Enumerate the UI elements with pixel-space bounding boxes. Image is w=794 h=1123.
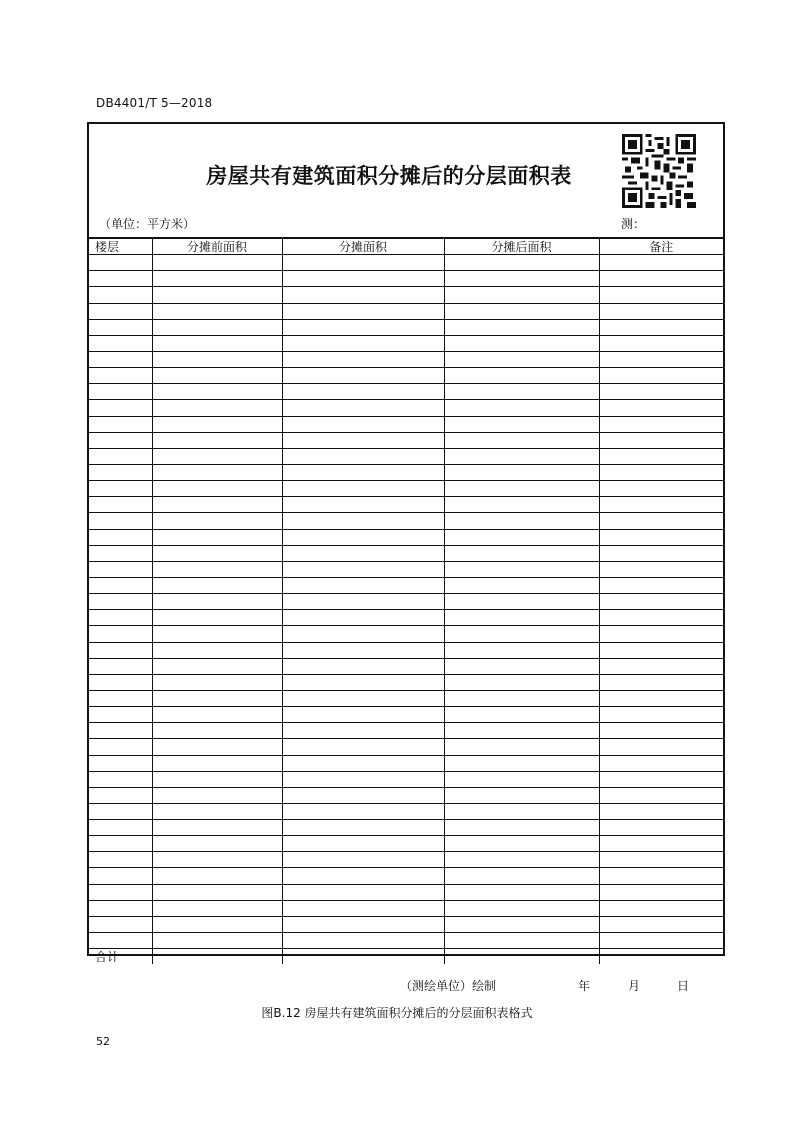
table-cell [599,868,723,884]
table-cell [152,739,282,755]
table-cell [599,610,723,626]
table-cell [152,255,282,271]
table-cell [282,771,444,787]
table-cell [89,707,152,723]
table-cell [89,513,152,529]
table-cell [599,497,723,513]
table-cell [599,303,723,319]
table-cell [599,658,723,674]
table-cell [444,561,599,577]
table-cell [282,900,444,916]
table-cell [599,771,723,787]
table-cell [89,626,152,642]
table-cell [444,577,599,593]
table-cell [282,723,444,739]
table-cell [89,884,152,900]
table-cell [599,416,723,432]
table-cell [599,852,723,868]
table-cell [89,674,152,690]
table-cell [444,642,599,658]
table-cell [282,545,444,561]
table-cell [444,497,599,513]
table-cell [282,610,444,626]
table-cell [282,287,444,303]
table-row [89,916,723,932]
table-cell [282,884,444,900]
table-row [89,351,723,367]
table-cell [152,400,282,416]
table-cell [282,464,444,480]
table-cell [282,577,444,593]
table-cell [152,642,282,658]
table-cell [599,755,723,771]
table-cell [89,658,152,674]
table-row [89,707,723,723]
table-row [89,577,723,593]
table-cell [89,335,152,351]
table-cell [152,481,282,497]
table-row [89,335,723,351]
table-cell [599,674,723,690]
table-cell [152,561,282,577]
table-cell [444,852,599,868]
table-cell [444,594,599,610]
table-cell [444,803,599,819]
table-cell [599,820,723,836]
table-cell [152,933,282,949]
table-cell [152,384,282,400]
table-cell [444,287,599,303]
table-row [89,771,723,787]
table-cell [444,626,599,642]
table-row [89,836,723,852]
table-cell [152,368,282,384]
total-row [89,949,723,965]
page-number: 52 [96,1035,110,1048]
table-cell [444,384,599,400]
table-cell [152,803,282,819]
table-cell [444,432,599,448]
table-cell [282,497,444,513]
table-cell [282,513,444,529]
table-row [89,529,723,545]
table-cell [444,400,599,416]
table-cell [89,755,152,771]
table-cell [152,464,282,480]
table-cell [444,255,599,271]
table-row [89,464,723,480]
table-cell [444,674,599,690]
table-cell [444,836,599,852]
table-cell [599,803,723,819]
table-cell [152,287,282,303]
table-cell [89,529,152,545]
table-row [89,561,723,577]
table-cell [599,481,723,497]
table-cell [444,658,599,674]
table-cell [152,416,282,432]
table-cell [89,368,152,384]
table-cell [599,594,723,610]
year-label: 年 [578,979,591,993]
table-cell [282,803,444,819]
table-cell [89,868,152,884]
table-cell [89,836,152,852]
table-row [89,690,723,706]
table-row [89,852,723,868]
table-row [89,319,723,335]
table-cell [282,432,444,448]
table-row [89,287,723,303]
table-cell [89,594,152,610]
table-cell [444,351,599,367]
table-cell [152,771,282,787]
table-cell [152,545,282,561]
table-row [89,820,723,836]
table-cell [282,561,444,577]
table-cell [152,868,282,884]
table-cell [599,384,723,400]
table-cell [152,787,282,803]
table-cell [89,255,152,271]
table-cell [152,335,282,351]
table-row [89,674,723,690]
table-cell [444,464,599,480]
table-header-row [89,238,723,255]
table-row [89,723,723,739]
table-cell [282,368,444,384]
column-header: 楼层 [89,238,152,255]
table-row [89,884,723,900]
table-row [89,933,723,949]
table-cell [152,852,282,868]
table-row [89,368,723,384]
table-cell [152,577,282,593]
table-cell [599,351,723,367]
table-cell [89,916,152,932]
table-cell [282,836,444,852]
table-cell [152,723,282,739]
table-cell [282,658,444,674]
table-cell [444,610,599,626]
table-row [89,610,723,626]
table-cell [282,448,444,464]
table-cell [89,545,152,561]
table-row [89,384,723,400]
table-cell [444,303,599,319]
table-cell [282,755,444,771]
table-cell [444,319,599,335]
day-label: 日 [677,979,690,993]
table-cell [444,787,599,803]
area-table [89,237,723,964]
table-cell [444,513,599,529]
table-cell [282,255,444,271]
table-cell [89,610,152,626]
table-cell [89,852,152,868]
table-cell [89,319,152,335]
table-row [89,271,723,287]
table-cell [282,916,444,932]
standard-code: DB4401/T 5—2018 [96,96,213,110]
table-cell [282,626,444,642]
table-cell [89,787,152,803]
table-cell [89,497,152,513]
table-cell [599,545,723,561]
table-cell [599,335,723,351]
table-cell [89,303,152,319]
column-header: 分摊前面积 [152,238,282,255]
table-cell [444,916,599,932]
table-cell [282,303,444,319]
table-cell [599,464,723,480]
table-cell [282,384,444,400]
table-cell [599,368,723,384]
table-row [89,255,723,271]
table-cell [444,448,599,464]
table-cell [282,400,444,416]
table-cell [444,755,599,771]
table-cell [599,626,723,642]
table-cell [599,271,723,287]
table-cell [599,561,723,577]
table-cell [89,803,152,819]
table-cell [599,723,723,739]
table-row [89,803,723,819]
column-header: 分摊后面积 [444,238,599,255]
table-cell [282,335,444,351]
table-cell [152,900,282,916]
table-row [89,787,723,803]
table-cell [89,384,152,400]
table-cell [444,900,599,916]
table-cell [599,949,723,965]
table-row [89,658,723,674]
table-cell [152,303,282,319]
table-cell [444,933,599,949]
table-row [89,481,723,497]
table-cell [89,642,152,658]
table-cell [444,949,599,965]
table-cell [444,723,599,739]
table-row [89,755,723,771]
table-cell [282,949,444,965]
table-row [89,900,723,916]
table-cell [152,707,282,723]
table-row [89,642,723,658]
table-cell [599,432,723,448]
table-cell [89,933,152,949]
table-cell [152,610,282,626]
table-cell [152,674,282,690]
table-cell [89,771,152,787]
table-cell [89,900,152,916]
table-cell [152,916,282,932]
qr-code-icon [622,134,696,208]
table-cell [282,852,444,868]
table-cell [89,448,152,464]
table-cell [282,739,444,755]
survey-label: 测： [621,217,646,231]
maker-label: （测绘单位）绘制 [400,979,497,993]
table-cell [152,497,282,513]
table-row [89,432,723,448]
table-row [89,303,723,319]
table-cell [152,271,282,287]
table-cell [152,529,282,545]
table-cell [599,690,723,706]
table-cell [152,690,282,706]
table-cell [152,594,282,610]
table-cell [152,755,282,771]
table-cell [89,820,152,836]
table-cell [444,271,599,287]
table-cell [599,577,723,593]
table-cell [152,319,282,335]
table-cell [89,351,152,367]
table-cell [282,933,444,949]
table-cell [282,271,444,287]
table-cell [89,416,152,432]
table-cell [152,513,282,529]
table-cell [152,884,282,900]
table-cell [599,529,723,545]
table-row [89,416,723,432]
table-cell [282,481,444,497]
table-cell [89,287,152,303]
table-cell [444,884,599,900]
table-cell [444,529,599,545]
table-cell [444,707,599,723]
table-cell [444,416,599,432]
table-cell [444,739,599,755]
table-cell [89,271,152,287]
table-cell [152,448,282,464]
table-cell [282,690,444,706]
table-row [89,868,723,884]
table-cell [599,787,723,803]
table-cell [152,432,282,448]
total-label: 合计 [89,949,152,965]
form-title: 房屋共有建筑面积分摊后的分层面积表 [206,163,572,188]
table-cell [444,545,599,561]
table-cell [444,690,599,706]
table-row [89,545,723,561]
table-row [89,513,723,529]
table-cell [89,577,152,593]
table-cell [599,255,723,271]
table-cell [282,594,444,610]
month-label: 月 [628,979,641,993]
table-cell [599,884,723,900]
table-cell [152,658,282,674]
table-cell [282,351,444,367]
column-header: 备注 [599,238,723,255]
table-cell [89,723,152,739]
form-frame [87,122,725,964]
table-cell [599,287,723,303]
table-row [89,739,723,755]
table-cell [599,319,723,335]
table-cell [282,787,444,803]
table-cell [89,464,152,480]
table-cell [89,400,152,416]
table-row [89,400,723,416]
table-cell [599,448,723,464]
table-cell [599,400,723,416]
table-cell [599,707,723,723]
table-cell [152,949,282,965]
table-row [89,497,723,513]
table-cell [89,690,152,706]
table-cell [282,319,444,335]
table-cell [89,481,152,497]
table-cell [152,351,282,367]
figure-caption: 图B.12 房屋共有建筑面积分摊后的分层面积表格式 [261,1006,533,1020]
table-cell [282,868,444,884]
table-cell [599,836,723,852]
table-cell [282,820,444,836]
table-cell [282,642,444,658]
table-cell [444,771,599,787]
table-cell [152,836,282,852]
table-cell [282,529,444,545]
table-cell [599,933,723,949]
table-cell [444,868,599,884]
table-cell [444,368,599,384]
table-row [89,448,723,464]
table-cell [152,626,282,642]
table-cell [282,707,444,723]
column-header: 分摊面积 [282,238,444,255]
table-cell [89,432,152,448]
table-cell [89,561,152,577]
table-cell [152,820,282,836]
table-cell [444,335,599,351]
table-cell [599,642,723,658]
table-cell [599,916,723,932]
table-cell [599,513,723,529]
table-cell [282,674,444,690]
unit-label: （单位：平方米） [99,217,196,231]
table-cell [89,739,152,755]
table-row [89,626,723,642]
table-cell [599,739,723,755]
table-cell [599,900,723,916]
table-cell [444,820,599,836]
table-cell [444,481,599,497]
table-cell [282,416,444,432]
table-row [89,594,723,610]
